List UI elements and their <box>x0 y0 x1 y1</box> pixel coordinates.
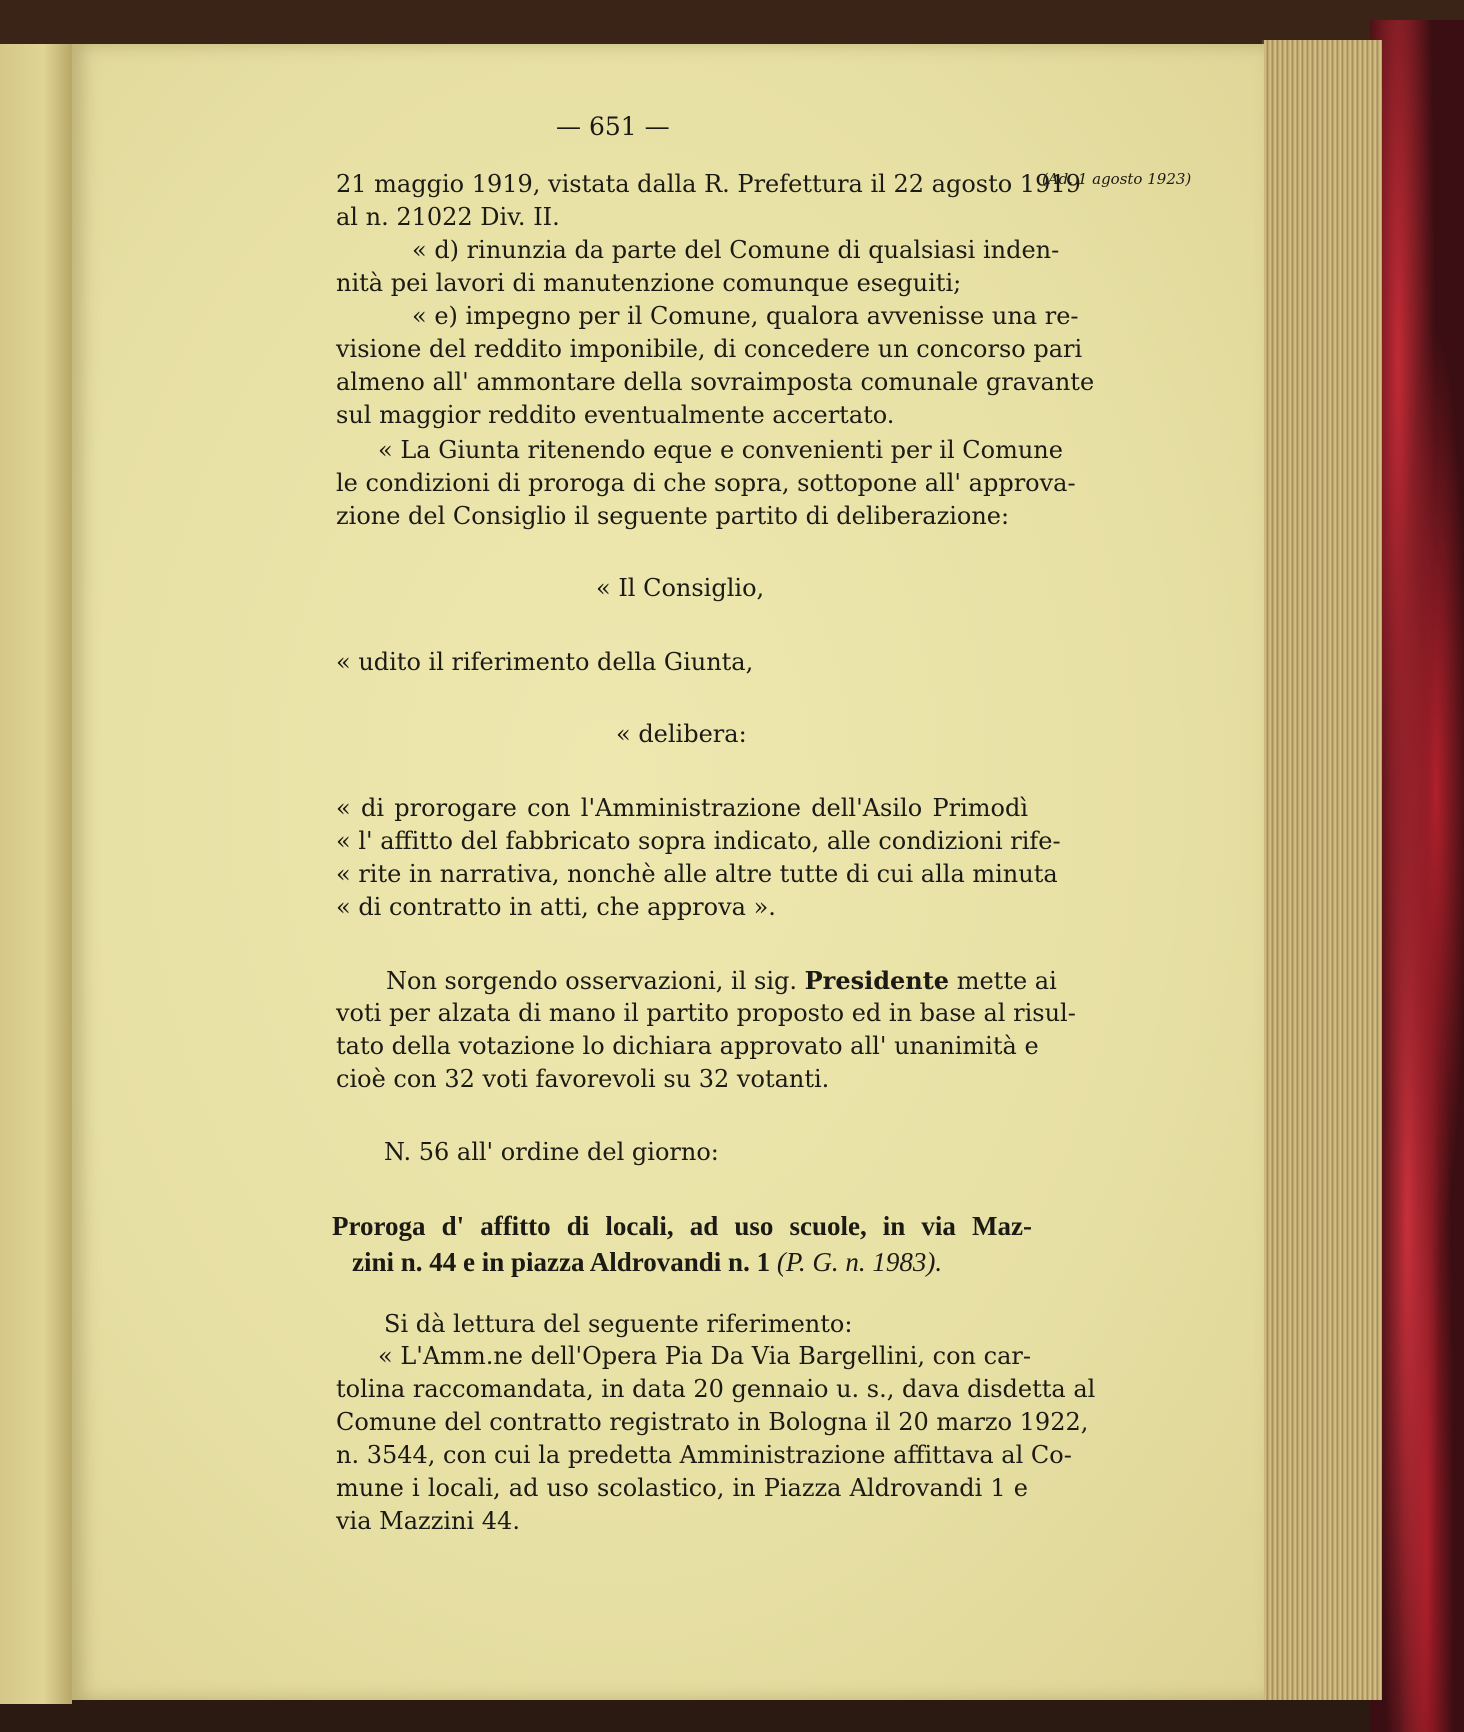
text-line: Comune del contratto registrato in Bologna il 20 marzo 1922, <box>336 1408 1089 1436</box>
text-line: cioè con 32 voti favorevoli su 32 votanti. <box>336 1065 830 1093</box>
paragraph-giunta <box>336 434 1076 533</box>
text-line: tato della votazione lo dichiara approvato all' unanimità e <box>336 1032 1039 1060</box>
text-line: « di prorogare con l'Amministrazione dell'Asilo Primodì <box>336 794 1028 822</box>
text-line: « L'Amm.ne dell'Opera Pia Da Via Bargellini, con car- <box>378 1342 1031 1370</box>
udito-line: « udito il riferimento della Giunta, <box>336 648 754 676</box>
paragraph-riferimento <box>336 1340 1096 1538</box>
votazione-text-before: Non sorgendo osservazioni, il sig. <box>386 967 805 995</box>
title-line <box>332 1244 1032 1280</box>
ordine-del-giorno: N. 56 all' ordine del giorno: <box>384 1138 719 1166</box>
lettura-line: Si dà lettura del seguente riferimento: <box>384 1310 853 1338</box>
text-line: al n. 21022 Div. II. <box>336 203 560 231</box>
text-line: almeno all' ammontare della sovraimposta comunale gravante <box>336 368 1095 396</box>
resolution-text <box>336 792 1061 924</box>
presidente-bold: Presidente <box>804 966 950 995</box>
text-line: 21 maggio 1919, vistata dalla R. Prefettura il 22 agosto 1919 <box>336 170 1081 198</box>
text-line: sul maggior reddito eventualmente accertato. <box>336 401 895 429</box>
text-line <box>336 964 1057 997</box>
consiglio-heading: « Il Consiglio, <box>596 574 765 602</box>
title-line: Proroga d' affitto di locali, ad uso scuole, in via Maz- <box>332 1211 1032 1241</box>
text-line: visione del reddito imponibile, di concedere un concorso pari <box>336 335 1083 363</box>
text-line: « e) impegno per il Comune, qualora avvenisse una re- <box>412 302 1079 330</box>
margin-date-note: (Ad. 1 agosto 1923) <box>1042 170 1192 188</box>
section-title <box>332 1208 1032 1280</box>
paragraph-opening <box>336 168 1081 234</box>
text-line: « d) rinunzia da parte del Comune di qualsiasi inden- <box>412 236 1060 264</box>
text-line: zione del Consiglio il seguente partito di deliberazione: <box>336 502 1010 530</box>
paragraph-item-e <box>336 300 1095 432</box>
title-line-2: zini n. 44 e in piazza Aldrovandi n. 1 <box>352 1247 771 1277</box>
text-line: n. 3544, con cui la predetta Amministrazione affittava al Co- <box>336 1441 1072 1469</box>
left-page-fragment <box>0 44 72 1704</box>
text-line: tolina raccomandata, in data 20 gennaio u. s., dava disdetta al <box>336 1375 1096 1403</box>
text-line: « La Giunta ritenendo eque e convenienti per il Comune <box>378 436 1063 464</box>
protocol-reference: (P. G. n. 1983). <box>776 1247 943 1277</box>
book-binding <box>1370 20 1464 1732</box>
text-line: « rite in narrativa, nonchè alle altre tutte di cui alla minuta <box>336 860 1058 888</box>
delibera-heading: « delibera: <box>616 720 747 748</box>
page-edges <box>1262 40 1382 1700</box>
text-line: nità pei lavori di manutenzione comunque eseguiti; <box>336 269 962 297</box>
votazione-text-after: mette ai <box>949 967 1057 995</box>
text-line: « l' affitto del fabbricato sopra indicato, alle condizioni rife- <box>336 827 1061 855</box>
paragraph-item-d <box>336 234 1060 300</box>
text-line: via Mazzini 44. <box>336 1507 520 1535</box>
paragraph-votazione <box>336 964 1076 1096</box>
text-line: « di contratto in atti, che approva ». <box>336 893 776 921</box>
text-line: mune i locali, ad uso scolastico, in Piazza Aldrovandi 1 e <box>336 1474 1028 1502</box>
page-number: — 651 — <box>556 112 670 141</box>
text-line: le condizioni di proroga di che sopra, sottopone all' approva- <box>336 469 1076 497</box>
text-line: voti per alzata di mano il partito proposto ed in base al risul- <box>336 999 1076 1027</box>
